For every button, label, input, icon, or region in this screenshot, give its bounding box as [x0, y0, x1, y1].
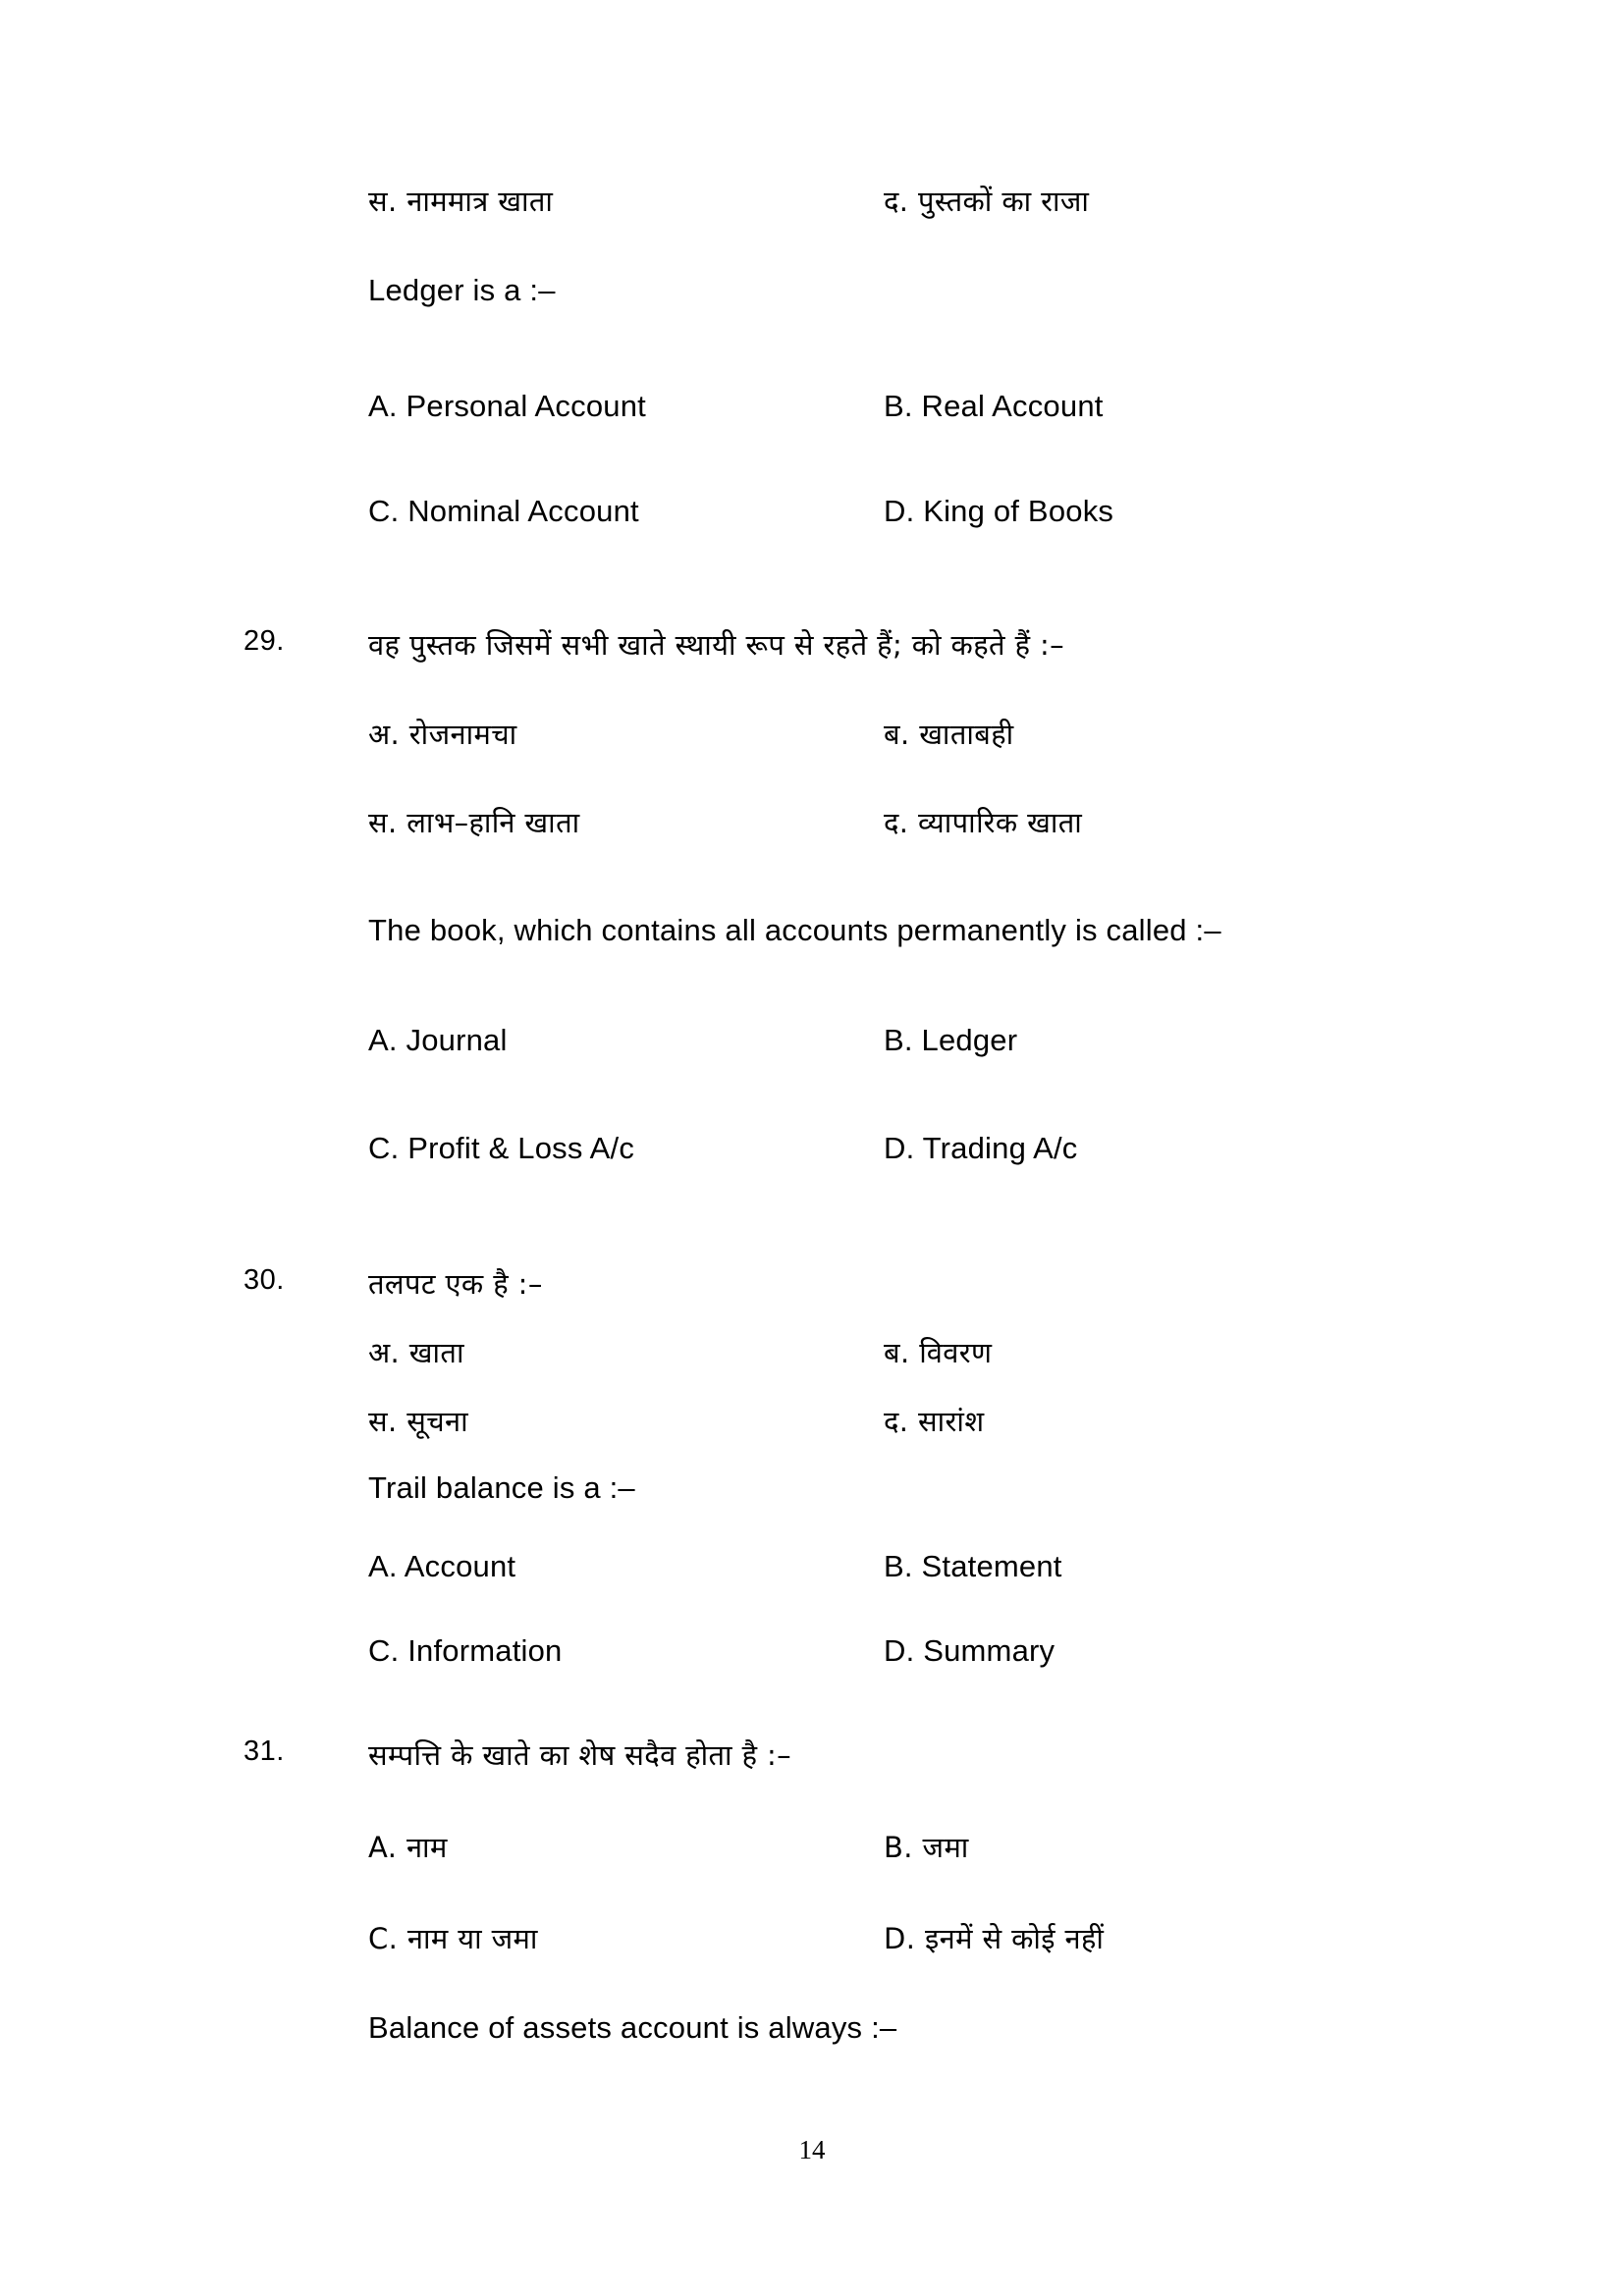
- option-row: [0, 803, 1624, 848]
- option-row: [0, 715, 1624, 760]
- option-row: [0, 1549, 1624, 1594]
- option-left: A. Journal: [368, 1023, 508, 1057]
- question-row: [0, 1735, 1624, 1781]
- question-stem-text: Ledger is a :–: [368, 273, 556, 307]
- option-left: C. Information: [368, 1633, 563, 1668]
- option-right: D. King of Books: [884, 494, 1114, 528]
- question-stem-text: Trail balance is a :–: [368, 1470, 635, 1505]
- option-right: द. सारांश: [884, 1405, 985, 1438]
- option-row: [0, 494, 1624, 539]
- option-row: [0, 1333, 1624, 1378]
- option-left: अ. खाता: [368, 1336, 464, 1369]
- option-right: द. व्यापारिक खाता: [884, 806, 1083, 839]
- option-right: B. जमा: [884, 1831, 969, 1864]
- option-right: द. पुस्तकों का राजा: [884, 185, 1090, 218]
- question-stem-text: तलपट एक है :–: [368, 1267, 543, 1301]
- option-right: ब. खाताबही: [884, 718, 1014, 751]
- option-right: ब. विवरण: [884, 1336, 993, 1369]
- question-row: [0, 625, 1624, 670]
- question-number: 29.: [244, 625, 285, 657]
- question-stem-text: Balance of assets account is always :–: [368, 2010, 897, 2045]
- option-left: स. सूचना: [368, 1405, 469, 1438]
- option-left: स. नाममात्र खाता: [368, 185, 554, 218]
- option-right: D. Trading A/c: [884, 1131, 1078, 1165]
- option-right: B. Ledger: [884, 1023, 1018, 1057]
- question-row: [0, 1264, 1624, 1309]
- option-left: A. Personal Account: [368, 389, 646, 423]
- option-left: C. Nominal Account: [368, 494, 639, 528]
- option-row: [0, 1828, 1624, 1873]
- option-row: [0, 1919, 1624, 1964]
- question-number: 31.: [244, 1735, 285, 1767]
- option-left: A. Account: [368, 1549, 516, 1583]
- option-right: D. Summary: [884, 1633, 1056, 1668]
- option-right: B. Real Account: [884, 389, 1104, 423]
- option-left: अ. रोजनामचा: [368, 718, 517, 751]
- option-row: [0, 1402, 1624, 1447]
- option-left: C. नाम या जमा: [368, 1922, 538, 1955]
- option-left: A. नाम: [368, 1831, 448, 1864]
- option-right: B. Statement: [884, 1549, 1062, 1583]
- question-number: 30.: [244, 1264, 285, 1296]
- option-right: D. इनमें से कोई नहीं: [884, 1922, 1105, 1955]
- option-row: [0, 273, 1624, 318]
- question-stem-text: वह पुस्तक जिसमें सभी खाते स्थायी रूप से रहते हैं; को कहते हैं :–: [368, 628, 1065, 662]
- option-row: [0, 1023, 1624, 1068]
- question-stem-text: The book, which contains all accounts permanently is called :–: [368, 913, 1221, 947]
- option-row: [0, 2010, 1624, 2056]
- option-row: [0, 1633, 1624, 1679]
- page-number: 14: [798, 2135, 826, 2164]
- option-left: C. Profit & Loss A/c: [368, 1131, 635, 1165]
- option-row: [0, 913, 1624, 958]
- option-row: [0, 182, 1624, 227]
- question-stem-text: सम्पत्ति के खाते का शेष सदैव होता है :–: [368, 1738, 792, 1772]
- option-left: स. लाभ–हानि खाता: [368, 806, 580, 839]
- option-row: [0, 1470, 1624, 1516]
- option-row: [0, 389, 1624, 434]
- option-row: [0, 1131, 1624, 1176]
